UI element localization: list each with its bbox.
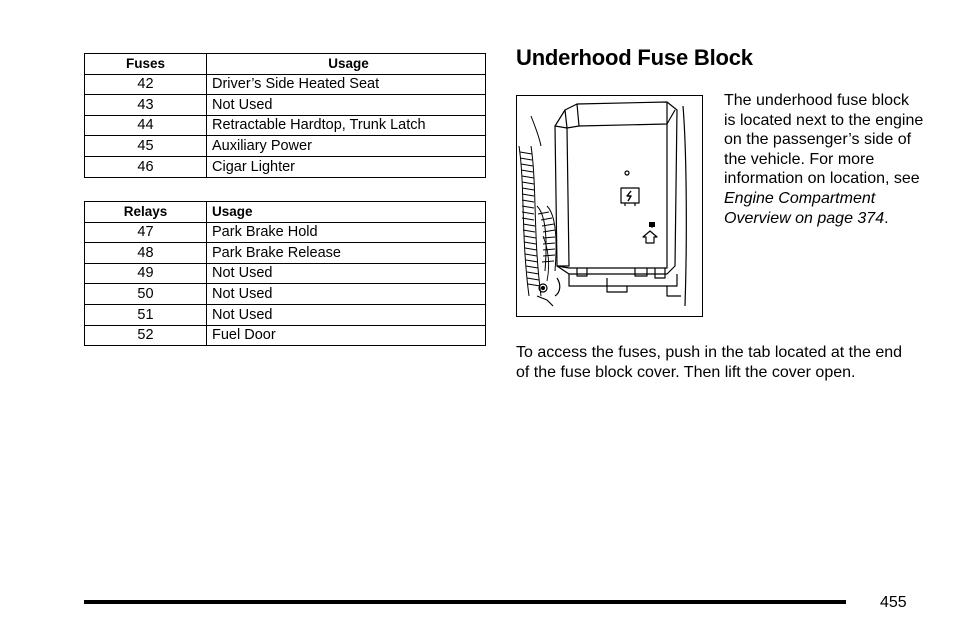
caption-text: The underhood fuse block is located next to the engine on the passenger’s side of the vehicle. For more information on location, see [724, 92, 924, 188]
page-number: 455 [880, 594, 907, 611]
table-row [85, 263, 486, 284]
fuse-usage: Cigar Lighter [207, 156, 486, 177]
fuses-header: Fuses [85, 54, 207, 75]
access-instructions: To access the fuses, push in the tab located at the end of the fuse block cover. Then lift the cover open. [516, 344, 903, 381]
fuse-block-illustration [516, 95, 703, 317]
table-row [85, 243, 486, 264]
relays-header: Relays [85, 202, 207, 223]
fuses-table [84, 53, 486, 178]
table-row [85, 95, 486, 116]
relay-usage: Park Brake Hold [207, 222, 486, 243]
table-row [85, 304, 486, 325]
fuse-usage: Driver’s Side Heated Seat [207, 74, 486, 95]
relay-usage: Park Brake Release [207, 243, 486, 264]
relay-number: 47 [85, 222, 207, 243]
fuse-usage: Auxiliary Power [207, 136, 486, 157]
fuse-number: 42 [85, 74, 207, 95]
relay-number: 49 [85, 263, 207, 284]
table-header-row [85, 54, 486, 75]
fuse-number: 44 [85, 115, 207, 136]
relay-number: 51 [85, 304, 207, 325]
table-row [85, 325, 486, 346]
table-row [85, 156, 486, 177]
figure-caption [724, 91, 924, 228]
cross-reference-link: Engine Compartment Overview on page 374 [724, 189, 885, 227]
fuse-usage: Not Used [207, 95, 486, 116]
footer-rule [84, 600, 846, 604]
fuse-number: 43 [85, 95, 207, 116]
relay-number: 48 [85, 243, 207, 264]
table-row [85, 284, 486, 305]
fuse-block-illustration-icon [517, 96, 701, 315]
relays-table [84, 201, 486, 346]
fuse-number: 46 [85, 156, 207, 177]
relay-usage: Not Used [207, 284, 486, 305]
usage-header: Usage [207, 202, 486, 223]
table-row [85, 74, 486, 95]
section-title: Underhood Fuse Block [516, 45, 753, 70]
table-row [85, 222, 486, 243]
fuse-number: 45 [85, 136, 207, 157]
relay-usage: Not Used [207, 304, 486, 325]
table-row [85, 115, 486, 136]
relay-number: 50 [85, 284, 207, 305]
table-row [85, 136, 486, 157]
usage-header: Usage [207, 54, 486, 75]
caption-end: . [884, 209, 889, 227]
relay-usage: Fuel Door [207, 325, 486, 346]
fuse-usage: Retractable Hardtop, Trunk Latch [207, 115, 486, 136]
table-header-row [85, 202, 486, 223]
relay-usage: Not Used [207, 263, 486, 284]
relay-number: 52 [85, 325, 207, 346]
